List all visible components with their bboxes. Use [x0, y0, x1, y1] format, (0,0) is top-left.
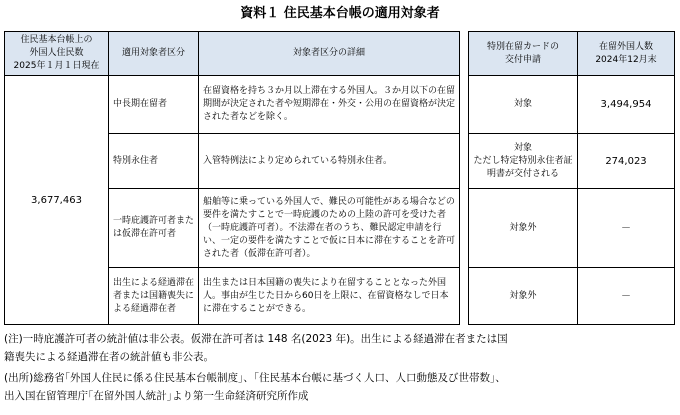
- row-card-transitional-stay: 対象外: [468, 267, 578, 325]
- row-category-mid-long-term: 中長期在留者: [108, 75, 199, 134]
- row-card-special-permanent-line1: 対象: [513, 142, 532, 153]
- row-count-mid-long-term: 3,494,954: [577, 75, 675, 134]
- row-card-special-permanent-line2: ただし特定特別永住者証: [473, 155, 573, 166]
- row-count-transitional-stay: －: [577, 267, 675, 325]
- row-count-temporary-refuge: －: [577, 188, 675, 268]
- header-foreign-residents-line2: 2024年12月末: [595, 54, 657, 65]
- header-detail: 対象者区分の詳細: [198, 31, 460, 76]
- header-residence-card-line2: 交付申請: [504, 54, 541, 65]
- row-card-special-permanent-line3: 明書が交付される: [486, 168, 559, 179]
- note-line-2: 籍喪失による経過滞在者の統計値も非公表。: [4, 351, 214, 363]
- header-resident-count-line3: 2025年１月１日現在: [13, 61, 100, 71]
- note-line-1: (注)一時庇護許可者の統計値は非公表。仮滞在許可者は 148 名(2023 年)。出生による経過滞在者または国: [4, 333, 508, 345]
- row-detail-transitional-stay: 出生または日本国籍の喪失により在留することとなった外国人。事由が生じた日から60日を上限に、在留資格なしで日本に滞在することができる。: [198, 267, 460, 325]
- source-line-2: 出入国在留管理庁｢在留外国人統計｣より第一生命経済研究所作成: [4, 390, 309, 402]
- row-detail-temporary-refuge: 船舶等に乗っている外国人で、難民の可能性がある場合などの要件を満たすことで一時庇護のための上陸の許可を受けた者（一時庇護許可者）。不法滞在者のうち、難民認定申請を行い、一定の要件を満たすことで仮に日本に滞在することを許可された者（仮滞在許可者）。: [198, 188, 460, 268]
- row-category-transitional-stay: 出生による経過滞在者または国籍喪失による経過滞在者: [108, 267, 199, 325]
- source-line-1: (出所)総務省｢外国人住民に係る住民基本台帳制度｣、｢住民基本台帳に基づく人口、人口動態及び世帯数｣、: [4, 372, 506, 384]
- header-resident-count: [4, 31, 109, 76]
- header-resident-count-line1: 住民基本台帳上の: [20, 35, 93, 45]
- document-title: 資料１ 住民基本台帳の適用対象者: [240, 6, 440, 21]
- row-detail-special-permanent: 入管特例法により定められている特別永住者。: [198, 133, 460, 189]
- row-category-temporary-refuge: 一時庇護許可者または仮滞在許可者: [108, 188, 199, 268]
- header-residence-card: [468, 31, 578, 76]
- row-card-special-permanent: [468, 133, 578, 189]
- row-card-temporary-refuge: 対象外: [468, 188, 578, 268]
- header-foreign-residents: [577, 31, 675, 76]
- header-resident-count-line2: 外国人住民数: [29, 48, 84, 58]
- row-detail-mid-long-term: 在留資格を持ち３か月以上滞在する外国人。３か月以下の在留期間が決定された者や短期滞在・外交・公用の在留資格が決定された者などを除く。: [198, 75, 460, 134]
- header-residence-card-line1: 特別在留カードの: [486, 41, 559, 52]
- header-category: 適用対象者区分: [108, 31, 199, 76]
- row-card-mid-long-term: 対象: [468, 75, 578, 134]
- row-category-special-permanent: 特別永住者: [108, 133, 199, 189]
- header-foreign-residents-line1: 在留外国人数: [598, 41, 653, 52]
- total-residents-value: 3,677,463: [4, 75, 109, 325]
- row-count-special-permanent: 274,023: [577, 133, 675, 189]
